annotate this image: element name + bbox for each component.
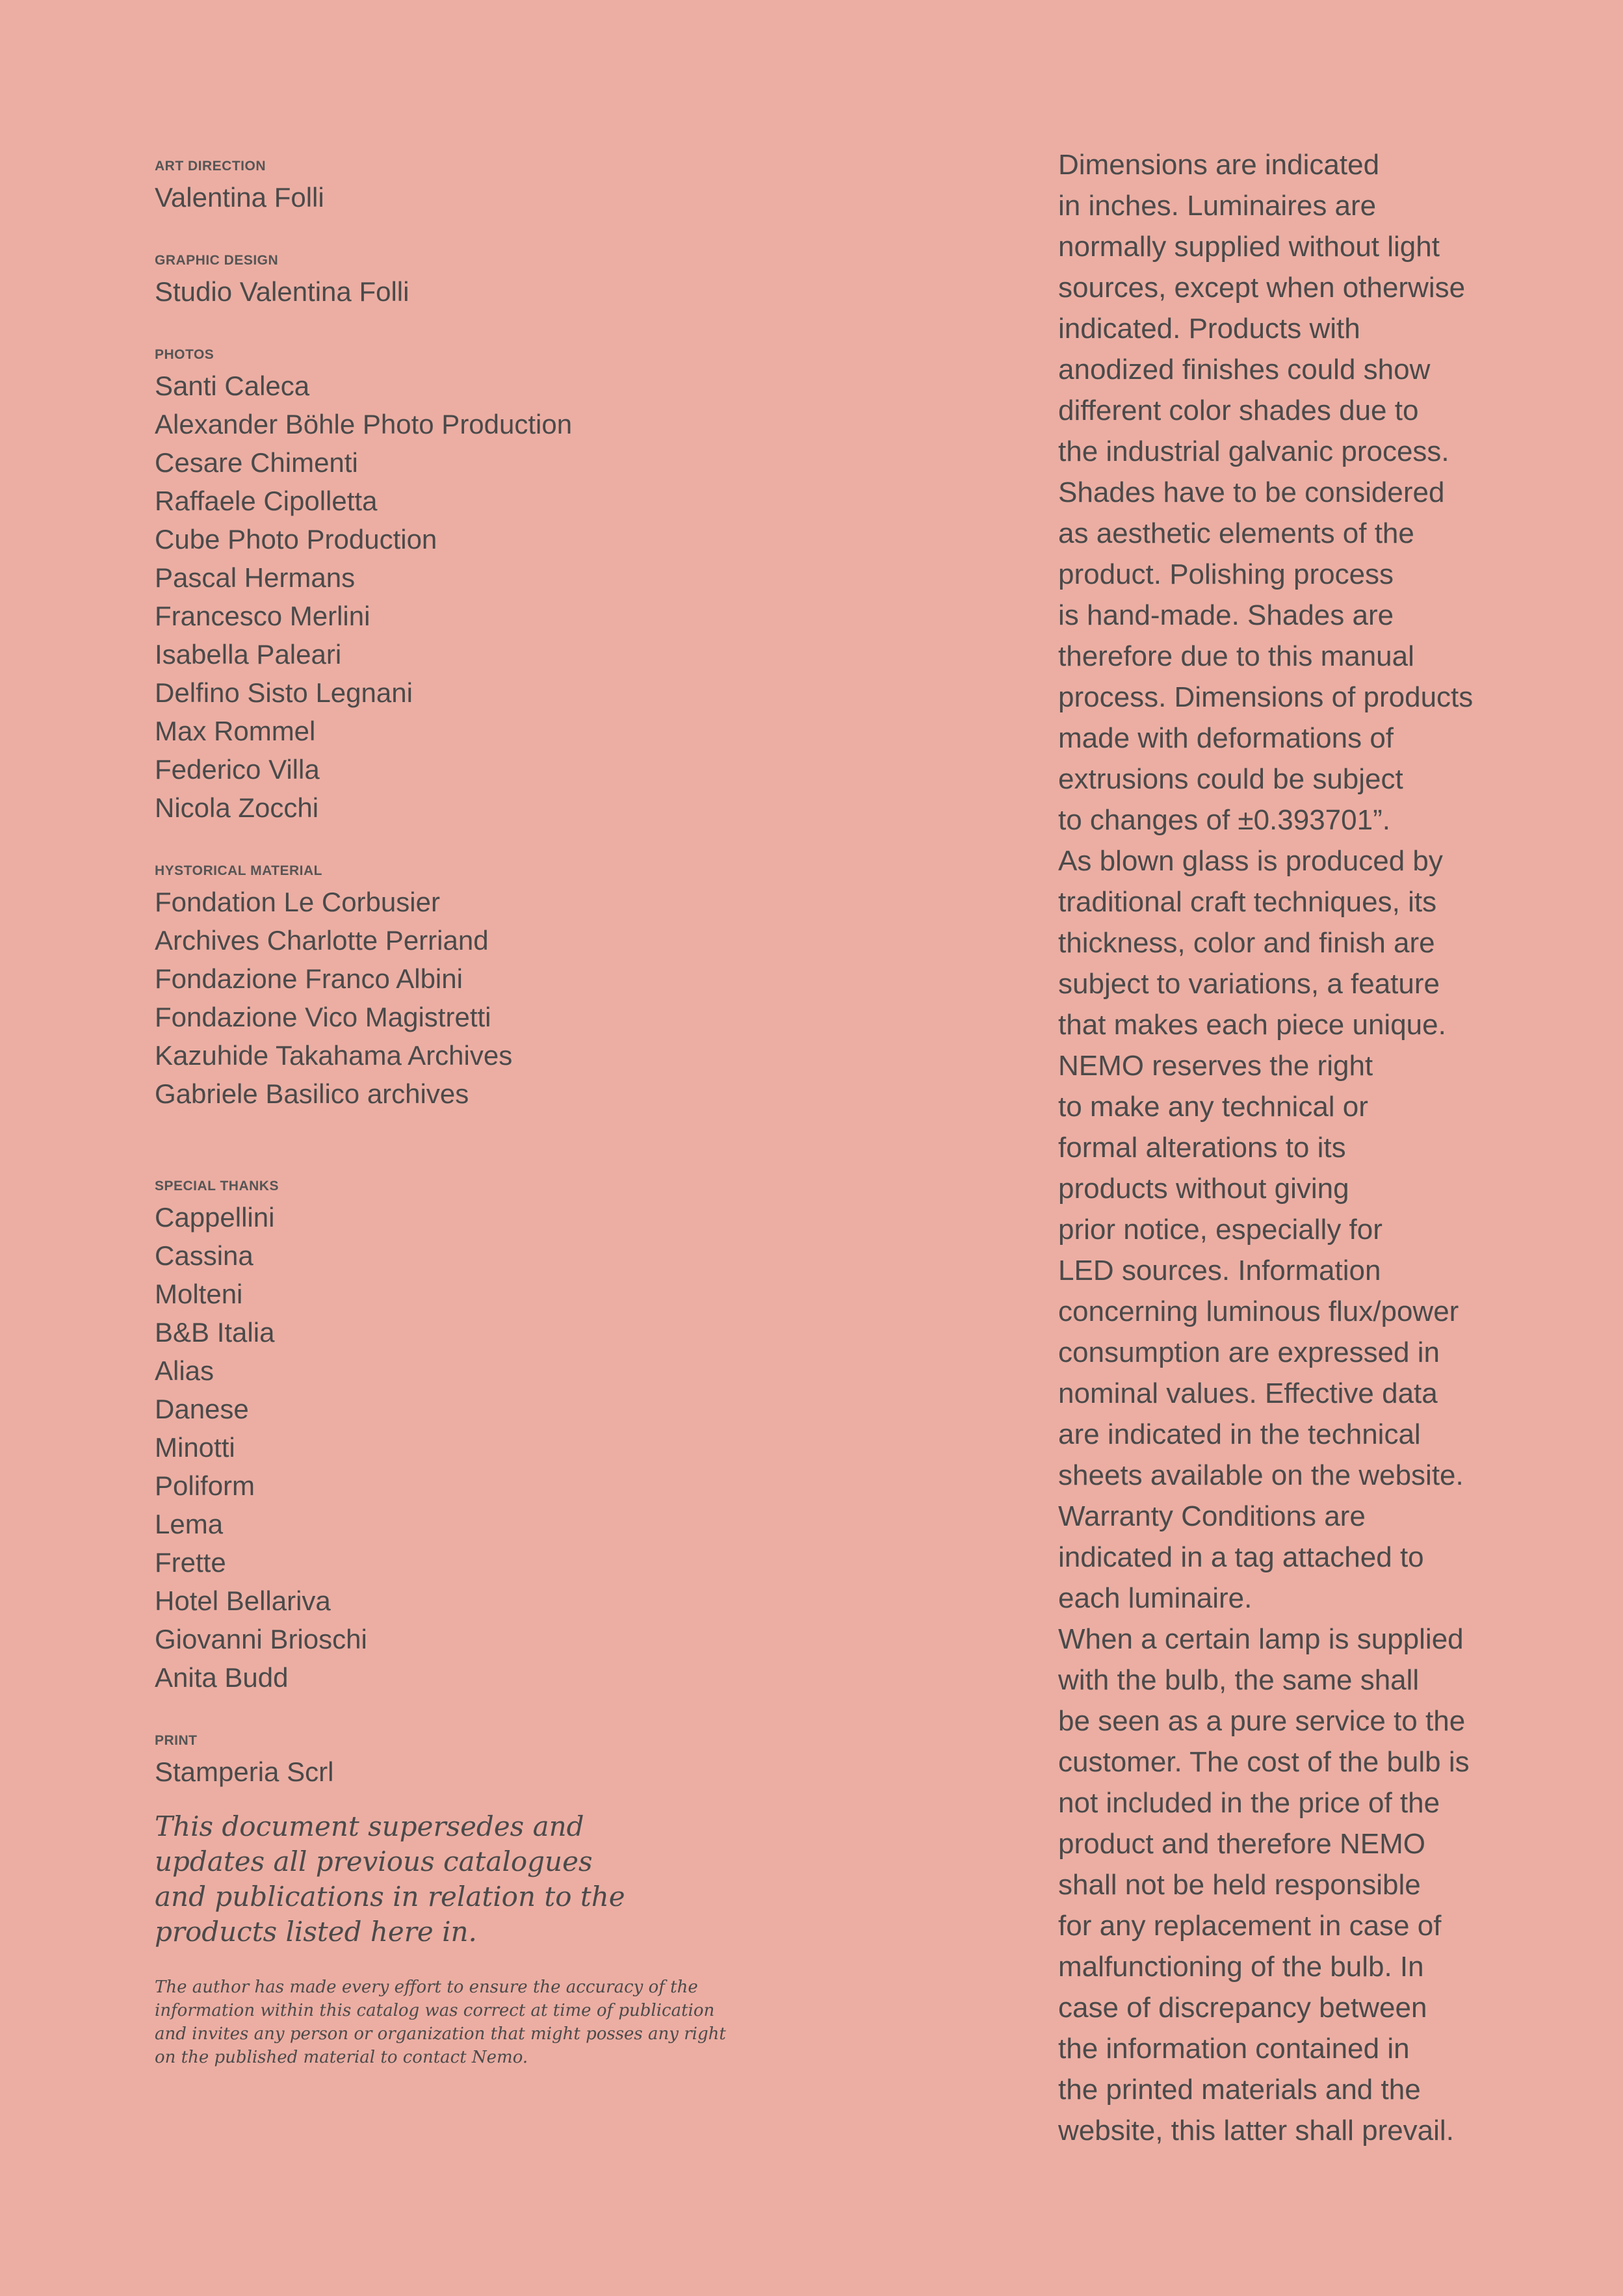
section-photos — [155, 343, 805, 827]
credit-entry: Lema — [155, 1509, 224, 1539]
note-line: is hand-made. Shades are — [1058, 599, 1394, 631]
entry-list — [155, 883, 805, 1113]
section-label: SPECIAL THANKS — [155, 1179, 279, 1194]
note-line: to changes of ±0.393701”. — [1058, 804, 1390, 836]
entry-list — [155, 1753, 805, 1791]
note-line: When a certain lamp is supplied — [1058, 1623, 1464, 1655]
note-line: anodized finishes could show — [1058, 354, 1431, 385]
note-line: the printed materials and the — [1058, 2074, 1421, 2106]
credit-entry: Danese — [155, 1394, 249, 1424]
section-graphic-design — [155, 249, 805, 311]
note-line: consumption are expressed in — [1058, 1337, 1440, 1368]
note-line: the information contained in — [1058, 2033, 1410, 2065]
entry-list — [155, 367, 805, 827]
note-line: in inches. Luminaires are — [1058, 190, 1377, 222]
credit-entry: Fondation Le Corbusier — [155, 887, 440, 917]
note-line: different color shades due to — [1058, 395, 1419, 426]
section-special-thanks — [155, 1175, 805, 1697]
section-print — [155, 1729, 805, 1791]
note-line: to make any technical or — [1058, 1091, 1368, 1123]
credit-entry: Cesare Chimenti — [155, 447, 358, 478]
credit-entry: Alias — [155, 1355, 214, 1386]
credit-entry: Anita Budd — [155, 1662, 289, 1693]
note-line: website, this latter shall prevail. — [1058, 2115, 1454, 2146]
note-line: indicated. Products with — [1058, 313, 1360, 345]
note-line: indicated in a tag attached to — [1058, 1541, 1424, 1573]
accuracy-disclaimer: The author has made every effort to ensure the accuracy of the information within this catalog was correct at time of publication and invites any person or organization that might posses any right on the published material to contact Nemo. — [155, 1977, 726, 2067]
note-line: made with deformations of — [1058, 722, 1394, 754]
note-line: extrusions could be subject — [1058, 763, 1403, 795]
credit-entry: Santi Caleca — [155, 371, 310, 401]
note-line: product and therefore NEMO — [1058, 1828, 1425, 1860]
section-label: ART DIRECTION — [155, 159, 266, 174]
note-line: the industrial galvanic process. — [1058, 436, 1449, 467]
note-line: are indicated in the technical — [1058, 1418, 1421, 1450]
note-line: concerning luminous flux/power — [1058, 1296, 1459, 1327]
note-line: each luminaire. — [1058, 1582, 1253, 1614]
note-line: for any replacement in case of — [1058, 1910, 1442, 1942]
credit-entry: Studio Valentina Folli — [155, 276, 409, 307]
credit-entry: Cassina — [155, 1240, 253, 1271]
credit-entry: Stamperia Scrl — [155, 1756, 334, 1787]
note-line: be seen as a pure service to the — [1058, 1705, 1466, 1737]
credit-entry: Gabriele Basilico archives — [155, 1078, 469, 1109]
credit-entry: Cappellini — [155, 1202, 275, 1233]
note-line: shall not be held responsible — [1058, 1869, 1421, 1901]
note-line: As blown glass is produced by — [1058, 845, 1443, 877]
note-line: malfunctioning of the bulb. In — [1058, 1951, 1424, 1983]
note-line: formal alterations to its — [1058, 1132, 1346, 1164]
credit-entry: Alexander Böhle Photo Production — [155, 409, 573, 439]
entry-list — [155, 1198, 805, 1697]
note-line: not included in the price of the — [1058, 1787, 1440, 1819]
note-line: Warranty Conditions are — [1058, 1500, 1366, 1532]
note-line: product. Polishing process — [1058, 558, 1394, 590]
credit-entry: Minotti — [155, 1432, 235, 1463]
section-label: GRAPHIC DESIGN — [155, 253, 279, 268]
credit-entry: Francesco Merlini — [155, 601, 370, 631]
credit-entry: Federico Villa — [155, 754, 320, 785]
note-line: LED sources. Information — [1058, 1255, 1381, 1286]
credit-entry: Raffaele Cipolletta — [155, 486, 378, 516]
credit-entry: Isabella Paleari — [155, 639, 342, 670]
entry-list — [155, 272, 805, 311]
section-label: PHOTOS — [155, 347, 214, 362]
credit-entry: Archives Charlotte Perriand — [155, 925, 489, 956]
credit-entry: Frette — [155, 1547, 226, 1578]
credit-entry: Fondazione Franco Albini — [155, 963, 463, 994]
technical-notes — [1058, 144, 1513, 2151]
credit-entry: Poliform — [155, 1470, 255, 1501]
note-line: process. Dimensions of products — [1058, 681, 1474, 713]
credit-entry: Delfino Sisto Legnani — [155, 677, 413, 708]
note-line: normally supplied without light — [1058, 231, 1440, 263]
credit-entry: Cube Photo Production — [155, 524, 437, 554]
credit-entry: Valentina Folli — [155, 182, 324, 213]
note-line: as aesthetic elements of the — [1058, 517, 1414, 549]
credit-entry: Fondazione Vico Magistretti — [155, 1002, 491, 1032]
credit-entry: Nicola Zocchi — [155, 792, 319, 823]
section-label: HYSTORICAL MATERIAL — [155, 863, 323, 878]
credit-entry: Max Rommel — [155, 716, 316, 746]
note-line: traditional craft techniques, its — [1058, 886, 1437, 918]
credit-entry: Giovanni Brioschi — [155, 1624, 367, 1654]
credit-entry: Kazuhide Takahama Archives — [155, 1040, 513, 1071]
section-label: PRINT — [155, 1733, 198, 1748]
note-line: that makes each piece unique. — [1058, 1009, 1446, 1041]
note-line: therefore due to this manual — [1058, 640, 1414, 672]
note-line: NEMO reserves the right — [1058, 1050, 1373, 1082]
note-line: Dimensions are indicated — [1058, 149, 1380, 181]
supersedes-statement: This document supersedes and updates all previous catalogues and publications in relation to the products listed here in. — [155, 1810, 625, 1948]
note-line: sources, except when otherwise — [1058, 272, 1466, 304]
credit-entry: Pascal Hermans — [155, 562, 356, 593]
credit-entry: Hotel Bellariva — [155, 1585, 331, 1616]
note-line: nominal values. Effective data — [1058, 1377, 1438, 1409]
section-art-direction — [155, 155, 805, 216]
credits-column — [155, 155, 805, 2069]
note-line: case of discrepancy between — [1058, 1992, 1427, 2024]
note-line: subject to variations, a feature — [1058, 968, 1440, 1000]
note-line: customer. The cost of the bulb is — [1058, 1746, 1470, 1778]
note-line: sheets available on the website. — [1058, 1459, 1464, 1491]
credit-entry: Molteni — [155, 1279, 243, 1309]
note-line: products without giving — [1058, 1173, 1349, 1205]
credit-entry: B&B Italia — [155, 1317, 275, 1348]
note-line: prior notice, especially for — [1058, 1214, 1383, 1246]
note-line: with the bulb, the same shall — [1058, 1664, 1420, 1696]
note-line: thickness, color and finish are — [1058, 927, 1435, 959]
notes-column — [1058, 144, 1513, 2151]
section-historical-material — [155, 859, 805, 1113]
note-line: Shades have to be considered — [1058, 476, 1445, 508]
entry-list — [155, 178, 805, 216]
